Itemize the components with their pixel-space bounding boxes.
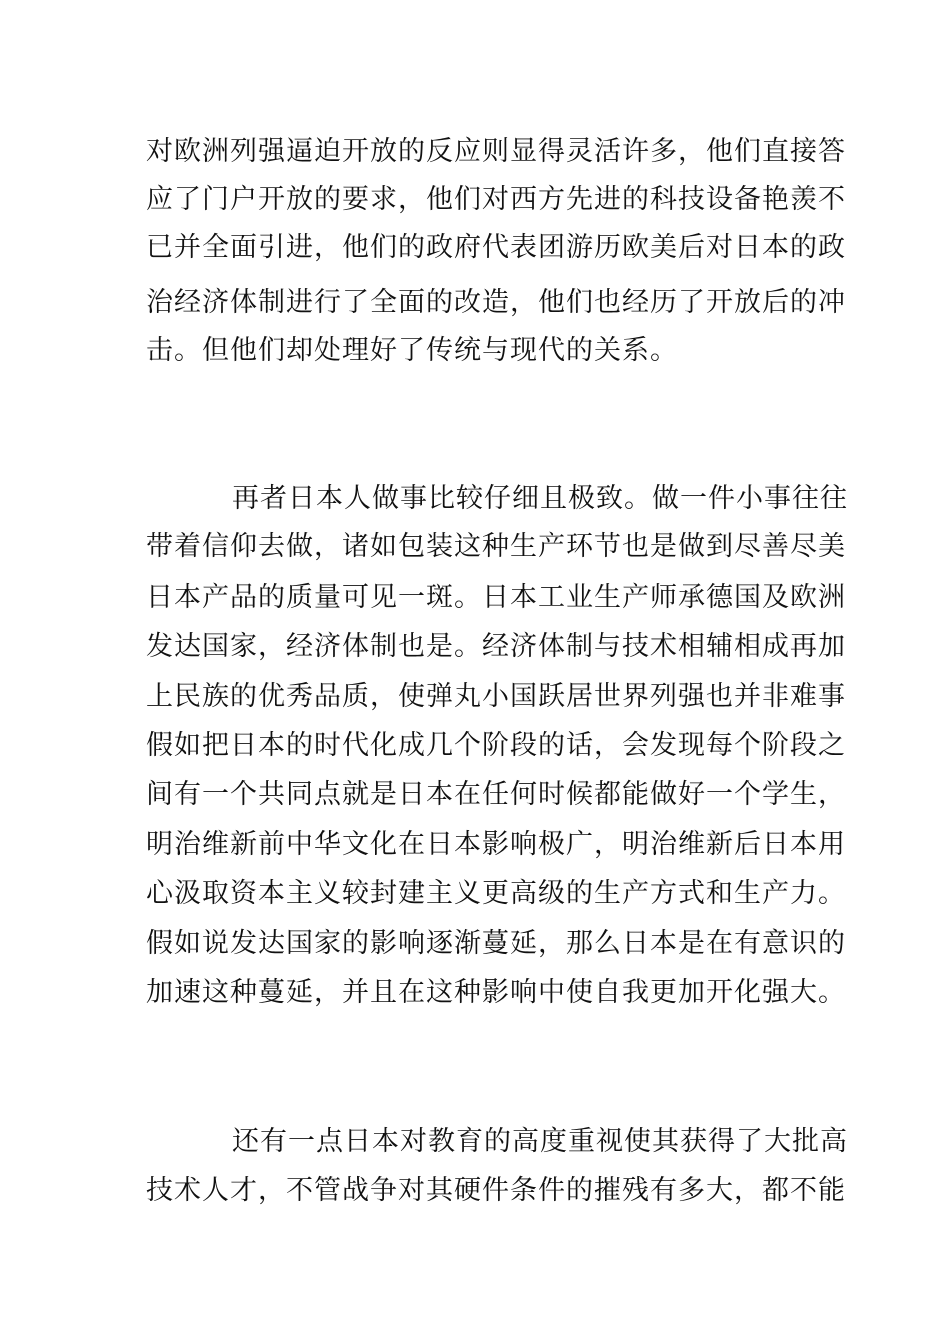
- text-line: 对欧洲列强逼迫开放的反应则显得灵活许多，他们直接答: [146, 136, 846, 167]
- text-line: 加速这种蔓延，并且在这种影响中使自我更加开化强大。: [146, 977, 846, 1008]
- text-line: 应了门户开放的要求，他们对西方先进的科技设备艳羡不: [146, 184, 846, 215]
- text-line: 发达国家，经济体制也是。经济体制与技术相辅相成再加: [146, 631, 846, 662]
- text-line: 击。但他们却处理好了传统与现代的关系。: [146, 335, 678, 366]
- text-line: 日本产品的质量可见一斑。日本工业生产师承德国及欧洲: [146, 582, 846, 613]
- text-line: 假如把日本的时代化成几个阶段的话，会发现每个阶段之: [146, 730, 846, 761]
- text-line: 已并全面引进，他们的政府代表团游历欧美后对日本的政: [146, 232, 846, 263]
- text-line: 明治维新前中华文化在日本影响极广，明治维新后日本用: [146, 829, 846, 860]
- text-line: 治经济体制进行了全面的改造，他们也经历了开放后的冲: [146, 287, 846, 318]
- text-line: 间有一个共同点就是日本在任何时候都能做好一个学生，: [146, 779, 846, 810]
- text-line: 再者日本人做事比较仔细且极致。做一件小事往往: [232, 483, 848, 514]
- text-line: 技术人才，不管战争对其硬件条件的摧残有多大，都不能: [146, 1175, 846, 1206]
- text-line: 假如说发达国家的影响逐渐蔓延，那么日本是在有意识的: [146, 928, 846, 959]
- text-line: 带着信仰去做，诸如包装这种生产环节也是做到尽善尽美: [146, 531, 846, 562]
- text-line: 还有一点日本对教育的高度重视使其获得了大批高: [232, 1126, 848, 1157]
- text-line: 上民族的优秀品质，使弹丸小国跃居世界列强也并非难事: [146, 681, 846, 712]
- text-line: 心汲取资本主义较封建主义更高级的生产方式和生产力。: [146, 878, 846, 909]
